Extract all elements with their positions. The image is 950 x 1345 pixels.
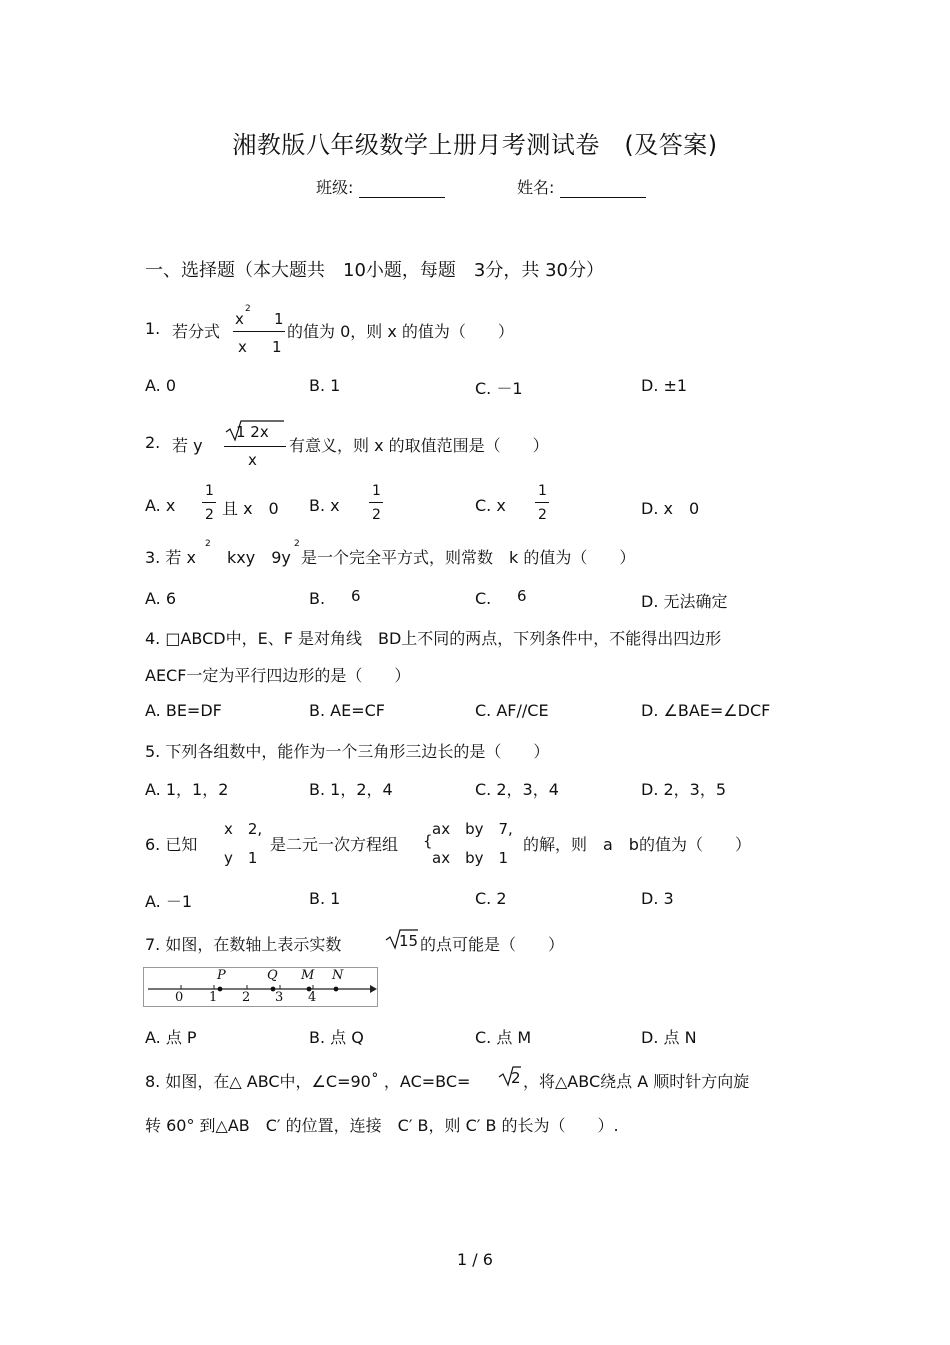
q2-denominator: x	[248, 451, 257, 469]
q3-pre: 3. 若 x	[145, 548, 196, 567]
q2-option-a-mid: 且 x 0	[222, 499, 279, 518]
q2-option-c-half-den: 2	[538, 507, 547, 523]
q2-option-a-pre: A. x	[145, 496, 176, 515]
q5-option-c: C. 2，3，4	[475, 780, 559, 799]
q5-text: 5. 下列各组数中，能作为一个三角形三边长的是（ ）	[145, 742, 550, 761]
q2-option-d: D. x 0	[641, 499, 700, 518]
q8-radicand: 2	[511, 1069, 521, 1087]
point-n-label: N	[332, 968, 344, 983]
tick-label-3: 3	[275, 990, 284, 1005]
class-blank	[359, 181, 445, 198]
q3-option-a: A. 6	[145, 589, 177, 608]
q4-option-a: A. BE=DF	[145, 701, 222, 720]
q1-option-a: A. 0	[145, 376, 177, 395]
q6-solution-bottom: y 1	[224, 849, 258, 867]
q8-line1-post: ，将△ABC绕点 A 顺时针方向旋	[523, 1072, 750, 1091]
tick-label-0: 0	[175, 990, 184, 1005]
section-heading: 一、选择题（本大题共 10小题，每题 3分，共 30分）	[145, 260, 604, 281]
q2-option-b-half-bar	[369, 502, 383, 503]
q1-option-b: B. 1	[309, 376, 341, 395]
page-number: 1 / 6	[457, 1250, 493, 1269]
q8-line2: 转 60° 到△AB C′ 的位置，连接 C′ B，则 C′ B 的长为（ ）.	[145, 1116, 619, 1135]
q1-pre: 若分式	[172, 322, 221, 341]
class-field	[316, 175, 445, 198]
q1-fraction-bar	[233, 331, 285, 332]
q1-numerator-one: 1	[274, 310, 284, 328]
q3-mid: kxy 9y	[211, 548, 291, 567]
q6-mid: 是二元一次方程组	[270, 835, 399, 854]
class-label: 班级:	[316, 178, 354, 197]
q7-option-a: A. 点 P	[145, 1028, 197, 1047]
q1-denominator-x: x	[238, 338, 247, 356]
q4-option-d: D. ∠BAE=∠DCF	[641, 701, 771, 720]
point-p-dot	[218, 987, 223, 992]
tick-label-1: 1	[209, 990, 218, 1005]
q2-radicand: 1 2x	[236, 423, 269, 441]
q8-line1-pre: 8. 如图，在△ ABC中，∠C=90˚ ，AC=BC=	[145, 1072, 471, 1091]
q4-line1: 4. □ABCD中，E、F 是对角线 BD上不同的两点，下列条件中，不能得出四边形	[145, 629, 722, 648]
q7-pre: 7. 如图，在数轴上表示实数	[145, 935, 342, 954]
q6-option-b: B. 1	[309, 889, 341, 908]
q6-solution-top: x 2,	[224, 820, 263, 838]
q2-option-c-half-num: 1	[538, 483, 547, 499]
q6-system-bottom: ax by 1	[432, 849, 509, 867]
q7-option-c: C. 点 M	[475, 1028, 532, 1047]
q6-option-a: A. －1	[145, 892, 193, 911]
q2-option-c-pre: C. x	[475, 496, 506, 515]
q2-fraction-bar	[224, 446, 286, 447]
q2-option-b-pre: B. x	[309, 496, 340, 515]
q1-option-c: C. －1	[475, 379, 523, 398]
q2-pre: 若 y	[172, 436, 203, 455]
q1-option-d: D. ±1	[641, 376, 688, 395]
name-label: 姓名:	[517, 178, 555, 197]
q3-option-d: D. 无法确定	[641, 592, 728, 611]
q1-denominator-one: 1	[272, 338, 282, 356]
name-field	[517, 175, 646, 198]
q2-option-b-half-den: 2	[372, 507, 381, 523]
q3-post: 是一个完全平方式，则常数 k 的值为（ ）	[301, 548, 636, 567]
point-p-label: P	[217, 968, 226, 983]
q5-option-a: A. 1，1，2	[145, 780, 229, 799]
q2-number: 2.	[145, 433, 161, 452]
q1-post: 的值为 0，则 x 的值为（ ）	[287, 322, 514, 341]
q2-option-a-half-bar	[202, 502, 216, 503]
q7-radicand: 15	[399, 932, 419, 950]
q6-option-d: D. 3	[641, 889, 674, 908]
q3-option-c-value: 6	[517, 587, 527, 605]
q4-option-b: B. AE=CF	[309, 701, 385, 720]
q7-option-b: B. 点 Q	[309, 1028, 364, 1047]
q5-option-b: B. 1，2，4	[309, 780, 393, 799]
q2-option-a-half-num: 1	[205, 483, 214, 499]
number-line-arrow-icon	[370, 985, 377, 993]
q4-option-c: C. AF//CE	[475, 701, 549, 720]
q7-post: 的点可能是（ ）	[420, 935, 565, 954]
q3-exp2: 2	[294, 539, 300, 549]
q2-post: 有意义，则 x 的取值范围是（ ）	[289, 436, 549, 455]
point-n-dot	[334, 987, 339, 992]
q6-pre: 6. 已知	[145, 835, 198, 854]
number-line-figure	[143, 967, 378, 1007]
name-blank	[560, 181, 646, 198]
q2-option-b-half-num: 1	[372, 483, 381, 499]
q2-option-c-half-bar	[535, 502, 549, 503]
tick-label-2: 2	[242, 990, 251, 1005]
q3-option-b-value: 6	[351, 587, 361, 605]
q3-option-c-label: C.	[475, 589, 492, 608]
point-m-label: M	[301, 968, 315, 983]
document-title: 湘教版八年级数学上册月考测试卷 (及答案)	[232, 131, 718, 159]
q4-line2: AECF一定为平行四边形的是（ ）	[145, 666, 411, 685]
q3-option-b-label: B.	[309, 589, 326, 608]
q6-post: 的解，则 a b的值为（ ）	[523, 835, 751, 854]
q6-system-top: ax by 7,	[432, 820, 513, 838]
tick-label-4: 4	[308, 990, 317, 1005]
q5-option-d: D. 2，3，5	[641, 780, 727, 799]
q6-option-c: C. 2	[475, 889, 507, 908]
point-q-label: Q	[267, 968, 278, 983]
q2-option-a-half-den: 2	[205, 507, 214, 523]
q1-numerator-x: x	[235, 310, 244, 328]
q1-number: 1.	[145, 319, 161, 338]
q6-brace: {	[423, 832, 433, 850]
q3-exp1: 2	[205, 539, 211, 549]
q7-option-d: D. 点 N	[641, 1028, 697, 1047]
q1-numerator-exp: 2	[245, 304, 251, 314]
